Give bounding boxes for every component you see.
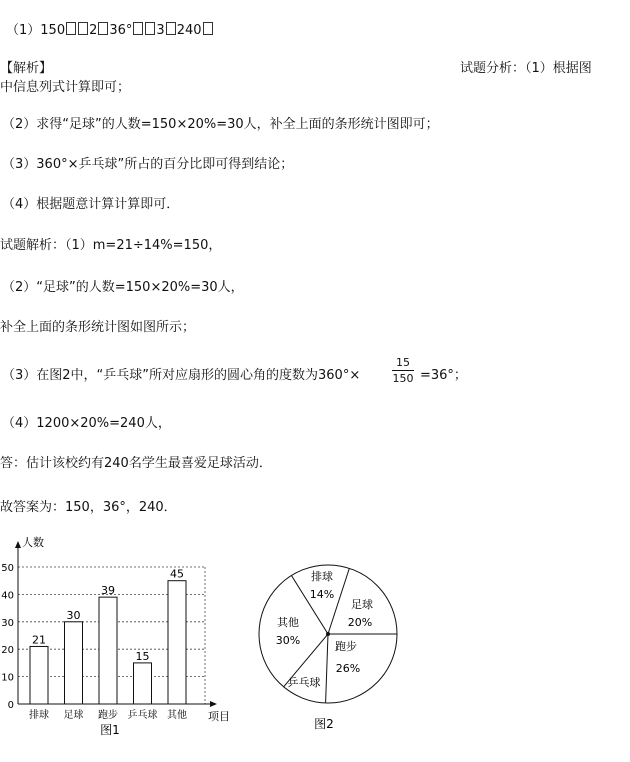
pie-chart [250, 560, 410, 740]
pie-slice-label: 其他 [277, 616, 299, 629]
missing-glyph-box [66, 22, 76, 35]
solution-line-7: 故答案为：150，36°，240． [0, 500, 177, 515]
answer-part3-value: 240 [176, 23, 202, 38]
pie-slice-label: 排球 [311, 570, 333, 583]
x-tick-label: 足球 [63, 710, 84, 721]
pie-slice-percent: 26% [335, 662, 361, 675]
bar-chart-x-label: 项目 [208, 710, 230, 723]
bar [99, 597, 117, 704]
y-axis-arrow [15, 541, 21, 548]
x-tick-label: 跑步 [98, 710, 118, 721]
bar-data-label: 30 [66, 608, 81, 622]
missing-glyph-box [133, 22, 143, 35]
bar-data-label: 21 [32, 633, 46, 647]
bar [30, 646, 48, 704]
answer-line [6, 22, 214, 39]
fraction-numerator: 15 [396, 356, 410, 369]
y-tick-label: 10 [1, 672, 14, 684]
bar-chart-ticks [1, 563, 187, 721]
bar-chart [0, 532, 250, 742]
y-tick-label: 30 [1, 617, 14, 629]
x-tick-label: 其他 [167, 710, 187, 721]
pie-center [326, 632, 330, 636]
fraction [392, 356, 414, 385]
y-tick-label: 50 [1, 563, 14, 574]
analysis-line-3: （3）360°×乒乓球”所占的百分比即可得到结论； [2, 157, 294, 172]
x-axis-arrow [210, 701, 217, 707]
answer-prefix: （1）150 [6, 23, 66, 38]
bar-data-label: 45 [170, 567, 184, 581]
bar-chart-bars [30, 568, 186, 704]
missing-glyph-box [145, 22, 155, 35]
fraction-bar [392, 370, 414, 371]
y-tick-label: 40 [1, 590, 14, 602]
pie-slice-percent: 20% [347, 616, 373, 629]
pie-slice-percent: 14% [309, 588, 335, 601]
answer-part2-value: 36° [109, 23, 133, 38]
pie-slice-label: 乒乓球 [287, 676, 321, 689]
answer-part2: 2 [89, 23, 98, 38]
pie-slice-label: 足球 [351, 598, 373, 611]
missing-glyph-box [166, 22, 176, 35]
analysis-heading: 【解析】 [0, 61, 53, 76]
solution-line-5: （4）1200×20%=240人， [2, 416, 171, 431]
solution-line-4-suffix: =36°； [420, 368, 467, 383]
bar [168, 581, 186, 704]
solution-line-1: 试题解析：（1）m=21÷14%=150， [0, 238, 222, 253]
missing-glyph-box [78, 22, 88, 35]
analysis-line-4: （4）根据题意计算计算即可． [2, 197, 180, 212]
solution-line-4-prefix: （3）在图2中，“乒乓球”所对应扇形的圆心角的度数为360°× [2, 368, 361, 383]
bar [65, 622, 83, 704]
x-tick-label: 排球 [29, 710, 49, 721]
bar-chart-y-label: 人数 [22, 536, 44, 549]
analysis-right-text: 试题分析：（1）根据图 [460, 61, 592, 76]
pie-slice-label: 跑步 [335, 640, 357, 653]
missing-glyph-box [98, 22, 108, 35]
y-tick-label: 0 [7, 700, 14, 711]
x-tick-label: 乒乓球 [127, 710, 158, 721]
pie-slice-percent: 30% [275, 634, 301, 647]
solution-line-6: 答：估计该校约有240名学生最喜爱足球活动． [0, 456, 272, 471]
solution-line-2: （2）“足球”的人数=150×20%=30人， [2, 280, 244, 295]
answer-part3: 3 [156, 23, 165, 38]
missing-glyph-box [203, 22, 213, 35]
fraction-denominator: 150 [392, 372, 414, 385]
bar-data-label: 15 [135, 649, 150, 663]
bar [134, 663, 152, 704]
y-tick-label: 20 [1, 645, 14, 657]
solution-line-3: 补全上面的条形统计图如图所示； [0, 320, 196, 335]
bar-chart-caption: 图1 [100, 723, 120, 737]
pie-chart-caption: 图2 [314, 717, 334, 731]
analysis-line-1: 中信息列式计算即可； [0, 80, 131, 95]
analysis-line-2: （2）求得“足球”的人数=150×20%=30人，补全上面的条形统计图即可； [2, 117, 439, 132]
bar-data-label: 39 [101, 584, 115, 598]
